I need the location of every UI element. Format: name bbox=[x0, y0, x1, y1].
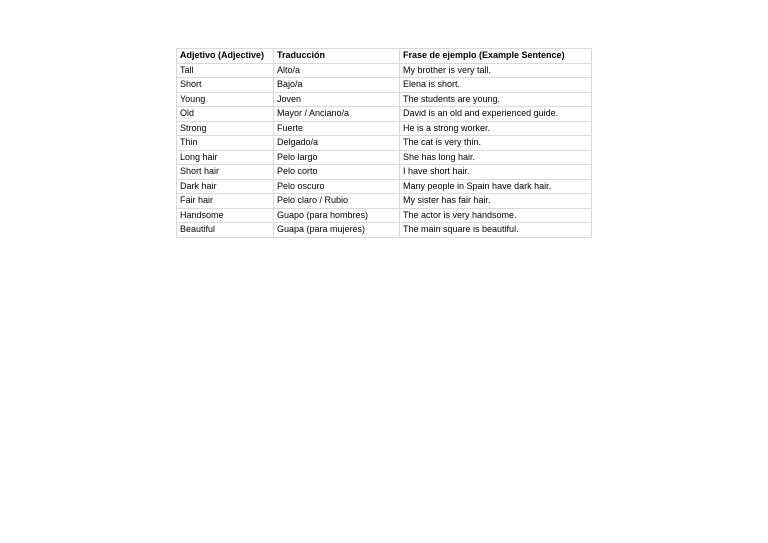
table-row bbox=[177, 208, 592, 223]
example-cell: I have short hair. bbox=[400, 165, 592, 180]
example-cell: The actor is very handsome. bbox=[400, 208, 592, 223]
table-row bbox=[177, 150, 592, 165]
translation-cell: Pelo corto bbox=[274, 165, 400, 180]
translation-cell: Pelo largo bbox=[274, 150, 400, 165]
table-row bbox=[177, 165, 592, 180]
example-cell: The cat is very thin. bbox=[400, 136, 592, 151]
adjective-cell: Long hair bbox=[177, 150, 274, 165]
adjective-cell: Handsome bbox=[177, 208, 274, 223]
table-row bbox=[177, 107, 592, 122]
adjective-cell: Strong bbox=[177, 121, 274, 136]
translation-cell: Mayor / Anciano/a bbox=[274, 107, 400, 122]
vocabulary-table bbox=[176, 48, 592, 238]
translation-cell: Guapa (para mujeres) bbox=[274, 223, 400, 238]
adjective-cell: Beautiful bbox=[177, 223, 274, 238]
header-example-sentence: Frase de ejemplo (Example Sentence) bbox=[400, 49, 592, 64]
adjective-cell: Young bbox=[177, 92, 274, 107]
table-row bbox=[177, 121, 592, 136]
example-cell: My brother is very tall. bbox=[400, 63, 592, 78]
translation-cell: Bajo/a bbox=[274, 78, 400, 93]
table-row bbox=[177, 194, 592, 209]
translation-cell: Pelo claro / Rubio bbox=[274, 194, 400, 209]
translation-cell: Pelo oscuro bbox=[274, 179, 400, 194]
translation-cell: Guapo (para hombres) bbox=[274, 208, 400, 223]
example-cell: My sister has fair hair. bbox=[400, 194, 592, 209]
example-cell: The main square is beautiful. bbox=[400, 223, 592, 238]
adjective-cell: Short hair bbox=[177, 165, 274, 180]
adjective-cell: Old bbox=[177, 107, 274, 122]
table-row bbox=[177, 92, 592, 107]
translation-cell: Delgado/a bbox=[274, 136, 400, 151]
example-cell: She has long hair. bbox=[400, 150, 592, 165]
table-row bbox=[177, 78, 592, 93]
adjective-cell: Thin bbox=[177, 136, 274, 151]
adjective-cell: Dark hair bbox=[177, 179, 274, 194]
header-adjective: Adjetivo (Adjective) bbox=[177, 49, 274, 64]
table-row bbox=[177, 179, 592, 194]
example-cell: David is an old and experienced guide. bbox=[400, 107, 592, 122]
table-row bbox=[177, 223, 592, 238]
translation-cell: Fuerte bbox=[274, 121, 400, 136]
adjective-cell: Tall bbox=[177, 63, 274, 78]
example-cell: Many people in Spain have dark hair. bbox=[400, 179, 592, 194]
header-translation: Traducción bbox=[274, 49, 400, 64]
example-cell: The students are young. bbox=[400, 92, 592, 107]
adjective-cell: Fair hair bbox=[177, 194, 274, 209]
example-cell: He is a strong worker. bbox=[400, 121, 592, 136]
example-cell: Elena is short. bbox=[400, 78, 592, 93]
table-header-row bbox=[177, 49, 592, 64]
translation-cell: Alto/a bbox=[274, 63, 400, 78]
vocabulary-sheet bbox=[176, 48, 592, 238]
adjective-cell: Short bbox=[177, 78, 274, 93]
table-row bbox=[177, 136, 592, 151]
translation-cell: Joven bbox=[274, 92, 400, 107]
table-row bbox=[177, 63, 592, 78]
